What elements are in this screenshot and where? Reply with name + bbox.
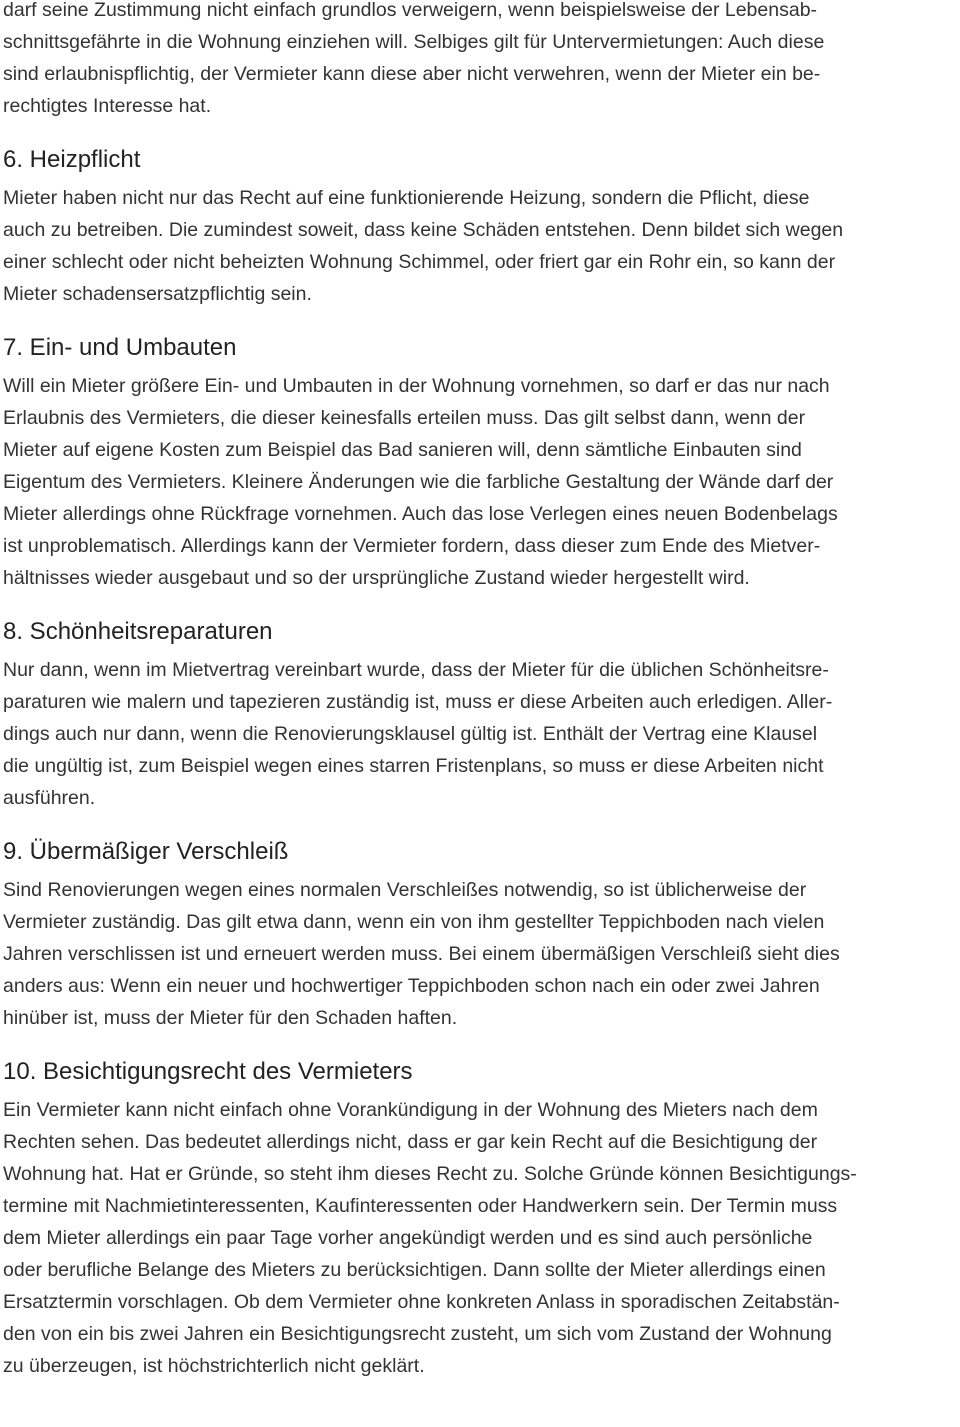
text-line: anders aus: Wenn ein neuer und hochwertiger Teppichboden schon nach ein oder zwei Jahren <box>3 975 820 997</box>
text-line: ausführen. <box>3 787 96 809</box>
section-heading-besichtigungsrecht: 10. Besichtigungsrecht des Vermieters <box>3 1058 413 1085</box>
section-heading-uebermaessiger-verschleiss: 9. Übermäßiger Verschleiß <box>3 838 289 865</box>
section-paragraph-heizpflicht <box>3 182 958 310</box>
text-line: schnittsgefährte in die Wohnung einziehen will. Selbiges gilt für Untervermietungen: Auch diese <box>3 31 825 53</box>
text-line: Nur dann, wenn im Mietvertrag vereinbart wurde, dass der Mieter für die üblichen Schönheitsre- <box>3 659 829 681</box>
section-paragraph-schoenheitsreparaturen <box>3 654 958 814</box>
text-line: sind erlaubnispflichtig, der Vermieter kann diese aber nicht verwehren, wenn der Mieter ein be- <box>3 63 821 85</box>
text-line: Mieter haben nicht nur das Recht auf eine funktionierende Heizung, sondern die Pflicht, diese <box>3 187 810 209</box>
text-line: dem Mieter allerdings ein paar Tage vorher angekündigt werden und es sind auch persönliche <box>3 1227 813 1249</box>
text-line: Ein Vermieter kann nicht einfach ohne Vorankündigung in der Wohnung des Mieters nach dem <box>3 1099 818 1121</box>
text-line: dings auch nur dann, wenn die Renovierungsklausel gültig ist. Enthält der Vertrag eine Klausel <box>3 723 818 745</box>
text-line: Mieter allerdings ohne Rückfrage vornehmen. Auch das lose Verlegen eines neuen Bodenbelags <box>3 503 838 525</box>
document-page <box>3 0 958 1382</box>
section-heading-schoenheitsreparaturen: 8. Schönheitsreparaturen <box>3 618 273 645</box>
text-line: Ersatztermin vorschlagen. Ob dem Vermieter ohne konkreten Anlass in sporadischen Zeitabstän- <box>3 1291 840 1313</box>
text-line: hältnisses wieder ausgebaut und so der ursprüngliche Zustand wieder hergestellt wird. <box>3 567 750 589</box>
section-paragraph-ein-und-umbauten <box>3 370 958 594</box>
text-line: paraturen wie malern und tapezieren zuständig ist, muss er diese Arbeiten auch erledigen. Aller- <box>3 691 833 713</box>
text-line: Erlaubnis des Vermieters, die dieser keinesfalls erteilen muss. Das gilt selbst dann, wenn der <box>3 407 806 429</box>
text-line: Eigentum des Vermieters. Kleinere Änderungen wie die farbliche Gestaltung der Wände darf der <box>3 471 834 493</box>
text-line: termine mit Nachmietinteressenten, Kaufinteressenten oder Handwerkern sein. Der Termin muss <box>3 1195 838 1217</box>
section-heading-ein-und-umbauten: 7. Ein- und Umbauten <box>3 334 237 361</box>
text-line: Vermieter zuständig. Das gilt etwa dann, wenn ein von ihm gestellter Teppichboden nach vielen <box>3 911 825 933</box>
intro-paragraph <box>3 0 958 122</box>
text-line: auch zu betreiben. Die zumindest soweit, dass keine Schäden entstehen. Denn bildet sich wegen <box>3 219 844 241</box>
section-paragraph-uebermaessiger-verschleiss <box>3 874 958 1034</box>
text-line: darf seine Zustimmung nicht einfach grundlos verweigern, wenn beispielsweise der Lebensab- <box>3 0 818 21</box>
text-line: Mieter schadensersatzpflichtig sein. <box>3 283 312 305</box>
text-line: Sind Renovierungen wegen eines normalen Verschleißes notwendig, so ist üblicherweise der <box>3 879 807 901</box>
text-line: einer schlecht oder nicht beheizten Wohnung Schimmel, oder friert gar ein Rohr ein, so kann der <box>3 251 836 273</box>
text-line: Rechten sehen. Das bedeutet allerdings nicht, dass er gar kein Recht auf die Besichtigung der <box>3 1131 818 1153</box>
text-line: oder berufliche Belange des Mieters zu berücksichtigen. Dann sollte der Mieter allerdings einen <box>3 1259 826 1281</box>
section-heading-heizpflicht: 6. Heizpflicht <box>3 146 141 173</box>
text-line: den von ein bis zwei Jahren ein Besichtigungsrecht zusteht, um sich vom Zustand der Wohnung <box>3 1323 832 1345</box>
text-line: zu überzeugen, ist höchstrichterlich nicht geklärt. <box>3 1355 425 1377</box>
section-paragraph-besichtigungsrecht <box>3 1094 958 1382</box>
text-line: Will ein Mieter größere Ein- und Umbauten in der Wohnung vornehmen, so darf er das nur nach <box>3 375 830 397</box>
text-line: hinüber ist, muss der Mieter für den Schaden haften. <box>3 1007 458 1029</box>
text-line: Wohnung hat. Hat er Gründe, so steht ihm dieses Recht zu. Solche Gründe können Besichtigungs- <box>3 1163 857 1185</box>
text-line: ist unproblematisch. Allerdings kann der Vermieter fordern, dass dieser zum Ende des Mietver- <box>3 535 821 557</box>
text-line: rechtigtes Interesse hat. <box>3 95 212 117</box>
text-line: Mieter auf eigene Kosten zum Beispiel das Bad sanieren will, denn sämtliche Einbauten sind <box>3 439 802 461</box>
text-line: die ungültig ist, zum Beispiel wegen eines starren Fristenplans, so muss er diese Arbeiten nicht <box>3 755 824 777</box>
text-line: Jahren verschlissen ist und erneuert werden muss. Bei einem übermäßigen Verschleiß sieht dies <box>3 943 840 965</box>
